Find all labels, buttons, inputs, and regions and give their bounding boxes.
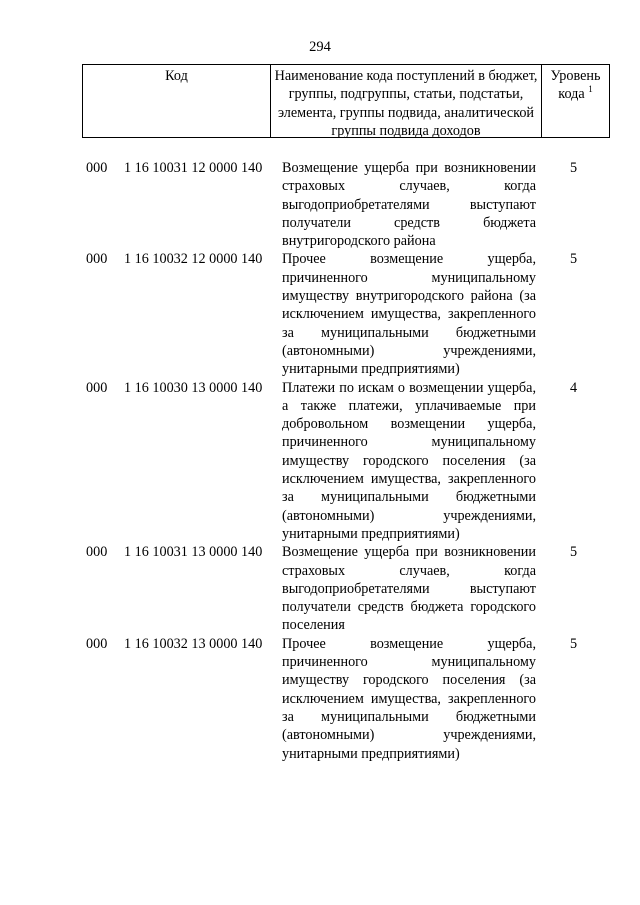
- row-level: 4: [570, 379, 578, 396]
- row-prefix: 000: [86, 635, 108, 652]
- header-level-footnote: 1: [588, 84, 593, 95]
- row-name: Прочее возмещение ущерба, причиненного муниципальному имуществу городского поселения (за исключением имущества, закрепленного за муниципальными бюджетными (автономными) учреждениями, унитарными предприятиями): [282, 635, 536, 762]
- page-number: 294: [309, 39, 331, 55]
- table-row: [0, 379, 640, 544]
- row-prefix: 000: [86, 160, 108, 176]
- row-prefix: 000: [86, 251, 108, 268]
- row-name: Прочее возмещение ущерба, причиненного муниципальному имуществу внутригородского района (за исключением имущества, закрепленного за муниципальными бюджетными (автономными) учреждениями, унитарными предприятиями): [282, 251, 536, 378]
- row-level: 5: [570, 635, 578, 652]
- row-level: 5: [570, 544, 578, 561]
- row-level: 5: [570, 251, 578, 268]
- row-name: Возмещение ущерба при возникновении страховых случаев, когда выгодоприобретателями выступают получатели средств бюджета городского поселения: [282, 544, 536, 634]
- row-prefix: 000: [86, 544, 108, 561]
- table-header: [82, 64, 610, 138]
- row-code: 1 16 10032 13 0000 140: [124, 635, 263, 652]
- row-code: 1 16 10030 13 0000 140: [124, 379, 263, 396]
- table-row: [0, 635, 640, 763]
- table-body: [0, 159, 640, 763]
- header-code: Код: [83, 65, 271, 137]
- row-prefix: 000: [86, 379, 108, 396]
- row-level: 5: [570, 160, 578, 176]
- row-code: 1 16 10032 12 0000 140: [124, 251, 263, 268]
- header-level: [542, 65, 609, 137]
- table-row: [0, 543, 640, 634]
- row-code: 1 16 10031 12 0000 140: [124, 160, 263, 176]
- row-code: 1 16 10031 13 0000 140: [124, 544, 263, 561]
- row-name: Возмещение ущерба при возникновении страховых случаев, когда выгодоприобретателями выступают получатели средств бюджета внутригородского района: [282, 160, 536, 250]
- header-name: Наименование кода поступлений в бюджет, группы, подгруппы, статьи, подстатьи, элемента, группы подвида, аналитической группы подвида доходов: [271, 65, 542, 137]
- row-name: Платежи по искам о возмещении ущерба, а также платежи, уплачиваемые при добровольном возмещении ущерба, причиненного муниципальному имуществу городского поселения (за исключением имущества, закрепленного за муниципальными бюджетными (автономными) учреждениями, унитарными предприятиями): [282, 379, 536, 542]
- table-row: [0, 159, 640, 250]
- table-row: [0, 250, 640, 378]
- header-level-label: Уровень кода: [550, 68, 601, 103]
